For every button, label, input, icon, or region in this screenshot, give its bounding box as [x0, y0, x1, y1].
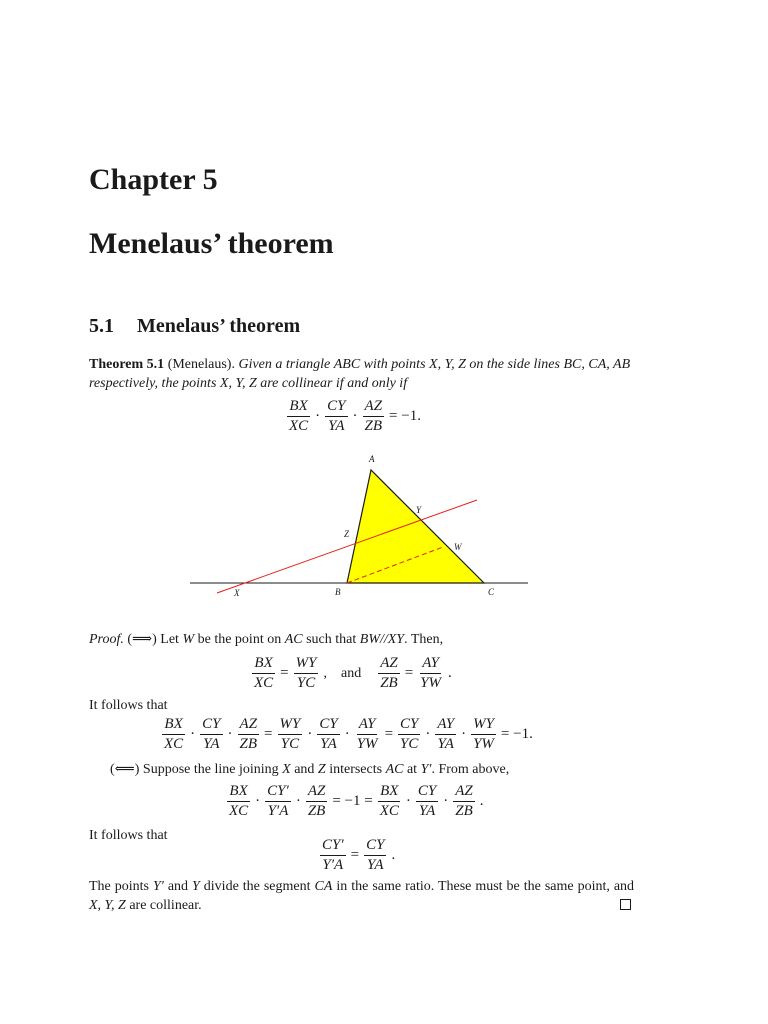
qed-box: [620, 899, 631, 910]
dot-operator: ·: [461, 726, 467, 742]
fraction: [287, 398, 310, 435]
denominator: XC: [289, 418, 309, 434]
fraction: [471, 716, 496, 753]
math-ac: AC: [385, 762, 404, 777]
equation-proof-1: [250, 655, 455, 692]
fraction: [162, 716, 185, 753]
equation-proof-4: [318, 837, 398, 874]
numerator: BX: [287, 398, 309, 417]
numerator: CY: [416, 783, 438, 802]
theorem-abc: ABC: [333, 357, 361, 372]
period: .: [391, 847, 396, 863]
numerator: CY: [325, 398, 347, 417]
proof-text: The points: [89, 879, 149, 894]
chapter-label: Chapter 5: [89, 163, 218, 196]
math-y-prime: Y′: [152, 879, 164, 894]
fraction: [355, 716, 380, 753]
period: .: [479, 793, 484, 809]
dot-operator: ·: [352, 408, 358, 424]
math-parallel: BW//XY: [359, 632, 405, 647]
proof-text: point, and: [577, 879, 635, 894]
numerator: WY: [278, 716, 303, 735]
denominator: YA: [367, 857, 384, 873]
equation-middle: = −1 =: [332, 793, 373, 809]
theorem-attribution: (Menelaus).: [167, 357, 235, 372]
follows-text-2: It follows that: [89, 828, 168, 843]
math-xyz: X, Y, Z: [89, 898, 126, 913]
denominator: ZB: [380, 675, 398, 691]
equation-rhs: = −1.: [389, 408, 421, 424]
menelaus-figure: [180, 448, 540, 603]
math-x: X: [282, 762, 291, 777]
denominator: XC: [164, 736, 184, 752]
proof-text: and: [167, 879, 189, 894]
denominator: Y′A: [267, 803, 289, 819]
chapter-title: Menelaus’ theorem: [89, 227, 334, 260]
numerator: AZ: [453, 783, 475, 802]
denominator: YA: [203, 736, 220, 752]
equation-proof-2: [160, 716, 536, 753]
fraction: [306, 783, 328, 820]
follows-text-1: It follows that: [89, 698, 168, 713]
dot-operator: ·: [425, 726, 431, 742]
proof-text: . Then,: [404, 632, 444, 647]
dot-operator: ·: [405, 793, 411, 809]
equation-rhs: = −1.: [500, 726, 533, 742]
proof-text: intersects: [329, 762, 383, 777]
label-x: X: [234, 588, 240, 598]
numerator: AY: [357, 716, 378, 735]
fraction: [265, 783, 291, 820]
label-y: Y: [416, 505, 422, 515]
math-y-prime: Y′: [420, 762, 432, 777]
fraction: [378, 783, 401, 820]
converse-line: [110, 760, 509, 779]
numerator: CY: [317, 716, 339, 735]
dot-operator: ·: [227, 726, 233, 742]
theorem-text-3: on the side lines: [469, 357, 560, 372]
theorem-text-4: respectively, the points: [89, 376, 217, 391]
dot-operator: ·: [255, 793, 261, 809]
period: .: [448, 665, 452, 681]
math-ca: CA: [314, 879, 333, 894]
denominator: ZB: [364, 418, 383, 434]
label-z: Z: [344, 529, 350, 539]
triangle-abc: [347, 470, 484, 583]
numerator: BX: [162, 716, 184, 735]
equals-sign: =: [384, 726, 394, 742]
math-z: Z: [317, 762, 326, 777]
fraction: [200, 716, 222, 753]
equation-main: [285, 398, 424, 435]
theorem-xyz-2: X, Y, Z: [219, 376, 257, 391]
denominator: XC: [229, 803, 249, 819]
numerator: WY: [471, 716, 496, 735]
dot-operator: ·: [443, 793, 449, 809]
fraction: [378, 655, 400, 692]
section-number: 5.1: [89, 315, 114, 337]
proof-text: be the point on: [197, 632, 282, 647]
theorem-label: Theorem 5.1: [89, 357, 165, 372]
equals-sign: =: [280, 665, 289, 681]
denominator: YA: [437, 736, 454, 752]
fraction: [238, 716, 260, 753]
denominator: YW: [473, 736, 494, 752]
final-paragraph: [89, 877, 634, 915]
proof-text: such that: [306, 632, 357, 647]
denominator: XC: [379, 803, 399, 819]
proof-text: divide the segment: [203, 879, 311, 894]
dot-operator: ·: [295, 793, 301, 809]
fraction: [252, 655, 275, 692]
proof-text: are collinear.: [129, 898, 202, 913]
numerator: CY: [200, 716, 222, 735]
theorem-statement: [89, 355, 634, 393]
proof-text: . From above,: [431, 762, 510, 777]
denominator: YW: [420, 675, 442, 691]
denominator: ZB: [455, 803, 473, 819]
fraction: [435, 716, 456, 753]
math-y: Y: [192, 879, 200, 894]
numerator: CY′: [320, 837, 346, 856]
proof-line-1: [89, 630, 443, 649]
proof-forward-arrow: (⟹): [127, 632, 157, 647]
numerator: WY: [294, 655, 319, 674]
numerator: BX: [227, 783, 249, 802]
denominator: YA: [320, 736, 337, 752]
fraction: [418, 655, 443, 692]
label-b: B: [335, 587, 341, 597]
denominator: YC: [280, 736, 300, 752]
denominator: YW: [356, 736, 378, 752]
theorem-xyz-1: X, Y, Z: [429, 357, 466, 372]
numerator: CY: [398, 716, 420, 735]
proof-text: Let: [160, 632, 179, 647]
theorem-text-5: are collinear if and only if: [260, 376, 408, 391]
fraction: [294, 655, 319, 692]
proof-text: and: [294, 762, 315, 777]
numerator: AZ: [306, 783, 328, 802]
numerator: AY: [435, 716, 456, 735]
denominator: Y′A: [322, 857, 344, 873]
numerator: BX: [378, 783, 400, 802]
numerator: AZ: [378, 655, 400, 674]
denominator: YA: [328, 418, 345, 434]
fraction: [453, 783, 475, 820]
fraction: [320, 837, 346, 874]
denominator: YC: [400, 736, 419, 752]
equation-proof-3: [225, 783, 487, 820]
numerator: BX: [252, 655, 274, 674]
math-ac: AC: [284, 632, 303, 647]
dot-operator: ·: [307, 726, 313, 742]
section-heading: [89, 313, 300, 339]
fraction: [364, 837, 386, 874]
numerator: AZ: [363, 398, 385, 417]
dot-operator: ·: [315, 408, 321, 424]
equals-sign: =: [264, 726, 273, 742]
fraction: [363, 398, 385, 435]
label-a: A: [369, 454, 375, 464]
numerator: AY: [420, 655, 441, 674]
theorem-text-1: Given a triangle: [238, 357, 331, 372]
fraction: [398, 716, 420, 753]
fraction: [317, 716, 339, 753]
fraction: [227, 783, 250, 820]
dot-operator: ·: [344, 726, 350, 742]
math-w: W: [182, 632, 195, 647]
equals-sign: =: [350, 847, 360, 863]
denominator: XC: [254, 675, 274, 691]
label-w: W: [454, 542, 462, 552]
converse-arrow: (⟸): [110, 762, 140, 777]
numerator: CY′: [265, 783, 291, 802]
dot-operator: ·: [190, 726, 196, 742]
label-c: C: [488, 587, 495, 597]
numerator: AZ: [238, 716, 260, 735]
denominator: ZB: [307, 803, 326, 819]
fraction: [325, 398, 347, 435]
section-title: Menelaus’ theorem: [137, 315, 301, 337]
fraction: [278, 716, 303, 753]
equation-separator: , and: [323, 665, 362, 681]
denominator: YC: [296, 675, 316, 691]
proof-text: at: [406, 762, 418, 777]
proof-text: in the same ratio. These must be the same: [336, 879, 574, 894]
denominator: YA: [418, 803, 436, 819]
equals-sign: =: [404, 665, 414, 681]
numerator: CY: [364, 837, 386, 856]
proof-text: Suppose the line joining: [142, 762, 279, 777]
theorem-sides: BC, CA, AB: [563, 357, 631, 372]
proof-label: Proof.: [89, 632, 124, 647]
denominator: ZB: [239, 736, 258, 752]
fraction: [416, 783, 438, 820]
theorem-text-2: with points: [363, 357, 426, 372]
